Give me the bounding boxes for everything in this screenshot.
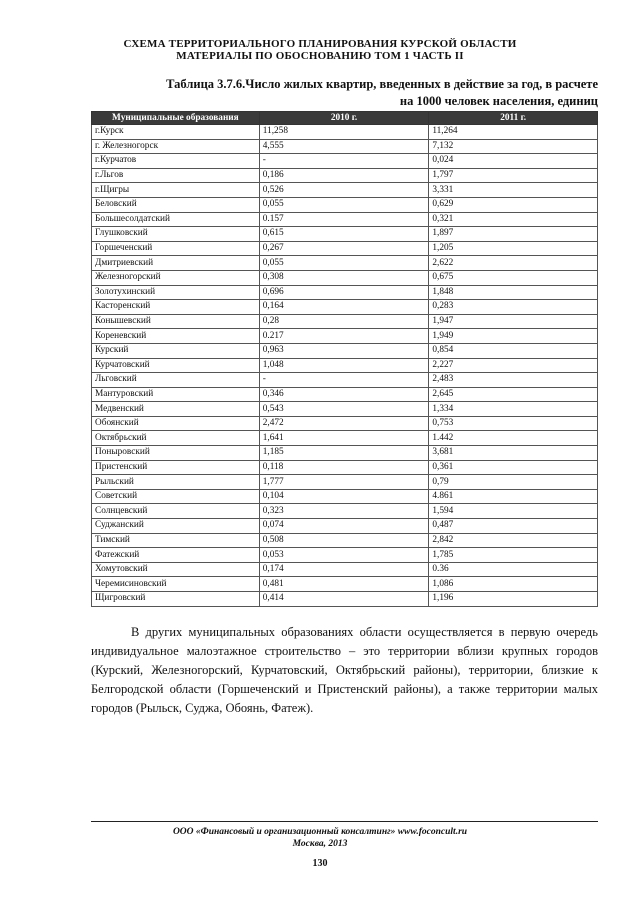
- footer-company: ООО «Финансовый и организационный консалтинг» www.foconcult.ru: [172, 827, 468, 837]
- cell-2010: 1,777: [259, 475, 429, 490]
- table-row: [92, 460, 598, 475]
- cell-municipality: Льговский: [92, 373, 260, 388]
- cell-2010: 0,696: [259, 285, 429, 300]
- cell-2010: 0,267: [259, 241, 429, 256]
- cell-2011: 0,854: [429, 343, 598, 358]
- cell-2010: 11,258: [259, 125, 429, 140]
- cell-2011: 4.861: [429, 489, 598, 504]
- table-row: [92, 343, 598, 358]
- cell-2011: 0,361: [429, 460, 598, 475]
- cell-2011: 1,947: [429, 314, 598, 329]
- cell-2010: 0,174: [259, 562, 429, 577]
- cell-2011: 0,79: [429, 475, 598, 490]
- table-row: [92, 168, 598, 183]
- cell-2011: 1,196: [429, 592, 598, 607]
- cell-2010: 1,048: [259, 358, 429, 373]
- table-row: [92, 300, 598, 315]
- table-row: [92, 548, 598, 563]
- table-row: [92, 358, 598, 373]
- cell-2011: 1.442: [429, 431, 598, 446]
- table-row: [92, 533, 598, 548]
- cell-municipality: Беловский: [92, 197, 260, 212]
- cell-2011: 2,483: [429, 373, 598, 388]
- cell-2010: 0.157: [259, 212, 429, 227]
- cell-2010: 0,055: [259, 197, 429, 212]
- cell-2011: 0,487: [429, 519, 598, 534]
- table-row: [92, 197, 598, 212]
- cell-municipality: Тимский: [92, 533, 260, 548]
- cell-municipality: Поныровский: [92, 446, 260, 461]
- cell-municipality: Курский: [92, 343, 260, 358]
- cell-municipality: г.Щигры: [92, 183, 260, 198]
- housing-table: [91, 111, 598, 607]
- table-row: [92, 227, 598, 242]
- header-title: СХЕМА ТЕРРИТОРИАЛЬНОГО ПЛАНИРОВАНИЯ КУРСКОЙ ОБЛАСТИ: [123, 38, 517, 50]
- table-row: [92, 446, 598, 461]
- cell-2010: 2,472: [259, 416, 429, 431]
- page-number: 130: [312, 858, 328, 869]
- cell-2010: 0,963: [259, 343, 429, 358]
- cell-2010: 0,543: [259, 402, 429, 417]
- cell-municipality: Советский: [92, 489, 260, 504]
- cell-2010: 0,481: [259, 577, 429, 592]
- cell-2010: 1,641: [259, 431, 429, 446]
- cell-2010: 0,28: [259, 314, 429, 329]
- cell-municipality: Большесолдатский: [92, 212, 260, 227]
- cell-2010: 0,414: [259, 592, 429, 607]
- cell-municipality: Мантуровский: [92, 387, 260, 402]
- cell-2011: 0,283: [429, 300, 598, 315]
- cell-2010: 0,118: [259, 460, 429, 475]
- cell-municipality: г. Железногорск: [92, 139, 260, 154]
- cell-municipality: Глушковский: [92, 227, 260, 242]
- table-row: [92, 489, 598, 504]
- cell-2010: 0,615: [259, 227, 429, 242]
- cell-2011: 0,675: [429, 270, 598, 285]
- table-row: [92, 373, 598, 388]
- cell-2011: 2,842: [429, 533, 598, 548]
- table-row: [92, 504, 598, 519]
- table-row: [92, 241, 598, 256]
- cell-municipality: Конышевский: [92, 314, 260, 329]
- table-row: [92, 139, 598, 154]
- cell-2011: 3,331: [429, 183, 598, 198]
- cell-2011: 2,227: [429, 358, 598, 373]
- table-caption-line1: Таблица 3.7.6.Число жилых квартир, введенных в действие за год, в расчете: [166, 77, 598, 91]
- cell-municipality: Курчатовский: [92, 358, 260, 373]
- table-caption: [78, 76, 598, 110]
- table-row: [92, 475, 598, 490]
- cell-municipality: Суджанский: [92, 519, 260, 534]
- cell-2011: 1,086: [429, 577, 598, 592]
- table-row: [92, 212, 598, 227]
- table-row: [92, 125, 598, 140]
- cell-municipality: Кореневский: [92, 329, 260, 344]
- header-subtitle: МАТЕРИАЛЫ ПО ОБОСНОВАНИЮ ТОМ 1 ЧАСТЬ II: [176, 50, 464, 62]
- paragraph-text: В других муниципальных образованиях области осуществляется в первую очередь индивидуальное малоэтажное строительство – это территории вблизи крупных городов (Курский, Железногорский, Курчатовский, Октябрьский районы), территории, близкие к Белгородской области (Горшеченский и Пристенский районы), а также территории малых городов (Рыльск, Суджа, Обоянь, Фатеж).: [91, 625, 598, 715]
- table-body: [92, 125, 598, 607]
- cell-municipality: г.Курск: [92, 125, 260, 140]
- table-header-row: [92, 112, 598, 125]
- cell-municipality: Щигровский: [92, 592, 260, 607]
- cell-2010: 0,055: [259, 256, 429, 271]
- cell-2010: 0,186: [259, 168, 429, 183]
- cell-2010: 0,308: [259, 270, 429, 285]
- table-row: [92, 592, 598, 607]
- cell-2010: 0,104: [259, 489, 429, 504]
- cell-municipality: Обоянский: [92, 416, 260, 431]
- cell-2011: 1,897: [429, 227, 598, 242]
- table-row: [92, 329, 598, 344]
- cell-2010: -: [259, 154, 429, 169]
- cell-2011: 1,785: [429, 548, 598, 563]
- cell-2010: 0,323: [259, 504, 429, 519]
- body-paragraph: [91, 623, 598, 718]
- cell-2010: -: [259, 373, 429, 388]
- table-row: [92, 519, 598, 534]
- cell-municipality: Медвенский: [92, 402, 260, 417]
- cell-2010: 0,053: [259, 548, 429, 563]
- table-row: [92, 183, 598, 198]
- table-row: [92, 402, 598, 417]
- footer-divider: [91, 821, 598, 822]
- table-row: [92, 416, 598, 431]
- cell-2010: 0,508: [259, 533, 429, 548]
- cell-2010: 0,164: [259, 300, 429, 315]
- cell-2010: 0,526: [259, 183, 429, 198]
- document-footer: [0, 826, 640, 850]
- table-row: [92, 154, 598, 169]
- cell-municipality: Октябрьский: [92, 431, 260, 446]
- cell-municipality: Рыльский: [92, 475, 260, 490]
- cell-2011: 1,797: [429, 168, 598, 183]
- cell-2011: 0.36: [429, 562, 598, 577]
- cell-municipality: Касторенский: [92, 300, 260, 315]
- table-row: [92, 577, 598, 592]
- cell-municipality: Дмитриевский: [92, 256, 260, 271]
- cell-municipality: Фатежский: [92, 548, 260, 563]
- table-row: [92, 270, 598, 285]
- table-row: [92, 314, 598, 329]
- cell-2011: 2,645: [429, 387, 598, 402]
- cell-2011: 1,848: [429, 285, 598, 300]
- table-row: [92, 387, 598, 402]
- cell-2011: 11,264: [429, 125, 598, 140]
- cell-municipality: Хомутовский: [92, 562, 260, 577]
- table-row: [92, 431, 598, 446]
- footer-city-year: Москва, 2013: [292, 839, 348, 849]
- cell-municipality: Горшеченский: [92, 241, 260, 256]
- table-row: [92, 256, 598, 271]
- cell-2011: 0,024: [429, 154, 598, 169]
- cell-2011: 1,594: [429, 504, 598, 519]
- cell-2011: 0,321: [429, 212, 598, 227]
- table-row: [92, 562, 598, 577]
- cell-municipality: Золотухинский: [92, 285, 260, 300]
- cell-2011: 3,681: [429, 446, 598, 461]
- cell-2010: 0,074: [259, 519, 429, 534]
- cell-municipality: Черемисиновский: [92, 577, 260, 592]
- cell-municipality: г.Курчатов: [92, 154, 260, 169]
- cell-municipality: г.Льгов: [92, 168, 260, 183]
- cell-municipality: Пристенский: [92, 460, 260, 475]
- cell-2011: 0,753: [429, 416, 598, 431]
- cell-2011: 1,334: [429, 402, 598, 417]
- cell-2010: 1,185: [259, 446, 429, 461]
- cell-2010: 4,555: [259, 139, 429, 154]
- table-row: [92, 285, 598, 300]
- cell-2011: 1,949: [429, 329, 598, 344]
- cell-2010: 0,346: [259, 387, 429, 402]
- cell-2011: 1,205: [429, 241, 598, 256]
- table-caption-line2: на 1000 человек населения, единиц: [399, 94, 598, 108]
- cell-2011: 7,132: [429, 139, 598, 154]
- column-header-municipality: Муниципальные образования: [92, 112, 260, 125]
- cell-municipality: Солнцевский: [92, 504, 260, 519]
- cell-2011: 0,629: [429, 197, 598, 212]
- document-header: [0, 38, 640, 62]
- cell-2010: 0.217: [259, 329, 429, 344]
- cell-municipality: Железногорский: [92, 270, 260, 285]
- cell-2011: 2,622: [429, 256, 598, 271]
- column-header-2010: 2010 г.: [259, 112, 429, 125]
- column-header-2011: 2011 г.: [429, 112, 598, 125]
